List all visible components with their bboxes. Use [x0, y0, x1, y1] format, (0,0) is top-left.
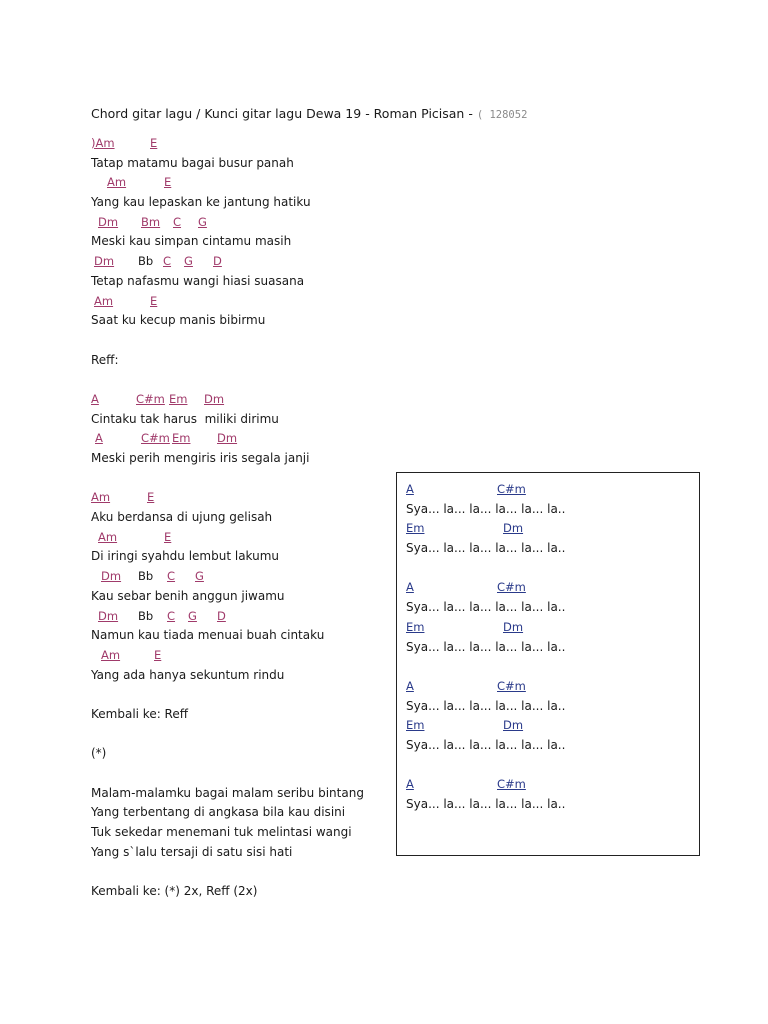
chord-label: Bb	[138, 569, 154, 584]
chord-line	[91, 252, 391, 272]
chord-label[interactable]: Dm	[94, 254, 115, 269]
blank-line	[91, 331, 391, 351]
chord-line	[406, 677, 686, 697]
chord-label[interactable]: Am	[94, 293, 114, 308]
chord-label[interactable]: G	[184, 254, 193, 269]
chord-label[interactable]: Am	[98, 529, 118, 544]
chord-line	[91, 390, 391, 410]
lyric-text: Di iringi syahdu lembut lakumu	[91, 549, 280, 564]
chord-label[interactable]: Em	[406, 619, 425, 634]
chord-label[interactable]: Bm	[141, 214, 161, 229]
chord-label[interactable]: Em	[406, 718, 425, 733]
chord-label[interactable]: Em	[406, 521, 425, 536]
chord-line	[406, 775, 686, 795]
lyric-text: Namun kau tiada menuai buah cintaku	[91, 628, 325, 643]
chord-label: Bb	[138, 608, 154, 623]
lyric-text: Sya... la... la... la... la... la..	[406, 797, 566, 811]
chord-label[interactable]: C	[173, 214, 182, 229]
lyric-line	[406, 500, 686, 520]
lyric-text: Reff:	[91, 352, 119, 367]
chord-line	[91, 646, 391, 666]
chorus-box	[396, 472, 700, 856]
lyric-line	[406, 638, 686, 658]
chord-label[interactable]: A	[406, 580, 414, 595]
lyric-line	[91, 410, 391, 430]
lyric-text: Tuk sekedar menemani tuk melintasi wangi	[91, 825, 352, 840]
title-reference: ( 128052	[476, 109, 528, 121]
chord-label[interactable]: Dm	[503, 619, 524, 634]
lyric-text: Tatap matamu bagai busur panah	[91, 155, 294, 170]
chord-label[interactable]: E	[150, 293, 158, 308]
lyric-line	[91, 705, 391, 725]
chord-label[interactable]: D	[213, 254, 222, 269]
lyric-line	[91, 508, 391, 528]
lyric-text: Kembali ke: (*) 2x, Reff (2x)	[91, 884, 258, 899]
lyric-line	[91, 547, 391, 567]
lyric-line	[91, 823, 391, 843]
lyric-text: Cintaku tak harus miliki dirimu	[91, 411, 279, 426]
lyric-line	[91, 666, 391, 686]
chord-label[interactable]: A	[406, 777, 414, 792]
chord-line	[406, 480, 686, 500]
lyric-text: Kau sebar benih anggun jiwamu	[91, 588, 285, 603]
chord-label[interactable]: A	[406, 482, 414, 496]
chord-label[interactable]: E	[147, 490, 155, 505]
lyric-line	[406, 795, 686, 815]
lyric-line	[91, 154, 391, 174]
lyric-text: Sya... la... la... la... la... la..	[406, 501, 566, 516]
chord-label[interactable]: G	[198, 214, 207, 229]
lyric-line	[406, 539, 686, 559]
chord-label[interactable]: Dm	[101, 569, 122, 584]
chord-label[interactable]: C	[167, 569, 176, 584]
chord-label[interactable]: Em	[172, 431, 191, 446]
chord-label[interactable]: E	[154, 647, 162, 662]
lyric-text: Sya... la... la... la... la... la..	[406, 698, 566, 713]
chord-label[interactable]: Dm	[503, 521, 524, 536]
chord-line	[406, 716, 686, 736]
chord-label[interactable]: C	[167, 608, 176, 623]
lyric-line	[406, 736, 686, 756]
chord-line	[91, 528, 391, 548]
chorus-box-content	[406, 480, 686, 815]
chord-label[interactable]: Dm	[204, 391, 225, 406]
title-text: Chord gitar lagu / Kunci gitar lagu Dewa 19 - Roman Picisan -	[91, 106, 477, 121]
blank-line	[91, 469, 391, 489]
lyric-text: (*)	[91, 746, 107, 761]
lyric-text: Aku berdansa di ujung gelisah	[91, 510, 273, 525]
lyric-text: Sya... la... la... la... la... la..	[406, 600, 566, 615]
lyric-line	[406, 697, 686, 717]
lyric-text: Yang kau lepaskan ke jantung hatiku	[91, 195, 311, 210]
chord-label[interactable]: E	[150, 136, 158, 150]
lyric-line	[406, 598, 686, 618]
chord-label[interactable]: C#m	[497, 580, 526, 595]
chord-label[interactable]: E	[164, 529, 172, 544]
lyric-line	[91, 784, 391, 804]
chord-label[interactable]: Dm	[98, 214, 119, 229]
chord-label[interactable]: G	[195, 569, 204, 584]
chord-line	[406, 578, 686, 598]
lyric-text: Sya... la... la... la... la... la..	[406, 639, 566, 654]
lyric-line	[91, 193, 391, 213]
document-title	[91, 106, 527, 121]
chord-label[interactable]: Dm	[503, 718, 524, 733]
chord-line	[91, 488, 391, 508]
chord-label[interactable]: C#m	[136, 391, 165, 406]
chord-label[interactable]: C	[163, 254, 172, 269]
lyric-line	[91, 272, 391, 292]
blank-line	[91, 685, 391, 705]
blank-line	[406, 657, 686, 677]
chord-label[interactable]: Dm	[217, 431, 238, 446]
blank-line	[91, 862, 391, 882]
lyric-text: Malam-malamku bagai malam seribu bintang	[91, 785, 364, 800]
chord-label[interactable]: C#m	[497, 482, 526, 496]
chord-label[interactable]: Am	[101, 647, 121, 662]
chord-line	[91, 607, 391, 627]
chord-label[interactable]: )Am	[91, 136, 115, 150]
lyric-text: Yang terbentang di angkasa bila kau disini	[91, 805, 346, 820]
chord-label[interactable]: G	[188, 608, 197, 623]
chord-line	[406, 519, 686, 539]
blank-line	[91, 370, 391, 390]
lyrics-column	[91, 134, 391, 902]
lyric-line	[91, 351, 391, 371]
chord-line	[91, 173, 391, 193]
chord-line	[91, 213, 391, 233]
chord-label[interactable]: D	[217, 608, 226, 623]
lyric-line	[91, 626, 391, 646]
lyric-text: Yang ada hanya sekuntum rindu	[91, 667, 285, 682]
lyric-text: Sya... la... la... la... la... la..	[406, 541, 566, 556]
lyric-line	[91, 587, 391, 607]
chord-line	[406, 618, 686, 638]
chord-label[interactable]: A	[406, 678, 414, 693]
lyric-text: Kembali ke: Reff	[91, 706, 189, 721]
chord-line	[91, 134, 391, 154]
chord-label[interactable]: Am	[91, 490, 111, 505]
lyric-text: Yang s`lalu tersaji di satu sisi hati	[91, 844, 293, 859]
lyric-text: Tetap nafasmu wangi hiasi suasana	[91, 273, 305, 288]
chord-label[interactable]: Am	[107, 175, 127, 190]
blank-line	[406, 559, 686, 579]
lyric-text: Sya... la... la... la... la... la..	[406, 737, 566, 752]
lyric-line	[91, 744, 391, 764]
blank-line	[91, 725, 391, 745]
lyric-line	[91, 843, 391, 863]
lyric-text: Saat ku kecup manis bibirmu	[91, 313, 266, 328]
lyric-text: Meski perih mengiris iris segala janji	[91, 451, 310, 465]
lyric-text: Meski kau simpan cintamu masih	[91, 234, 292, 249]
chord-line	[91, 292, 391, 312]
lyric-line	[91, 803, 391, 823]
chord-label[interactable]: A	[91, 391, 99, 406]
lyric-line	[91, 449, 391, 469]
lyric-line	[91, 882, 391, 902]
chord-label[interactable]: C#m	[497, 777, 526, 792]
chord-label[interactable]: C#m	[141, 431, 170, 446]
blank-line	[406, 756, 686, 776]
chord-label[interactable]: E	[164, 175, 172, 190]
chord-label: Bb	[138, 254, 154, 269]
chord-label[interactable]: Dm	[98, 608, 119, 623]
chord-line	[91, 567, 391, 587]
chord-label[interactable]: Em	[169, 391, 188, 406]
lyric-line	[91, 311, 391, 331]
chord-line	[91, 429, 391, 449]
chord-label[interactable]: A	[95, 431, 103, 446]
blank-line	[91, 764, 391, 784]
lyric-line	[91, 232, 391, 252]
chord-label[interactable]: C#m	[497, 678, 526, 693]
